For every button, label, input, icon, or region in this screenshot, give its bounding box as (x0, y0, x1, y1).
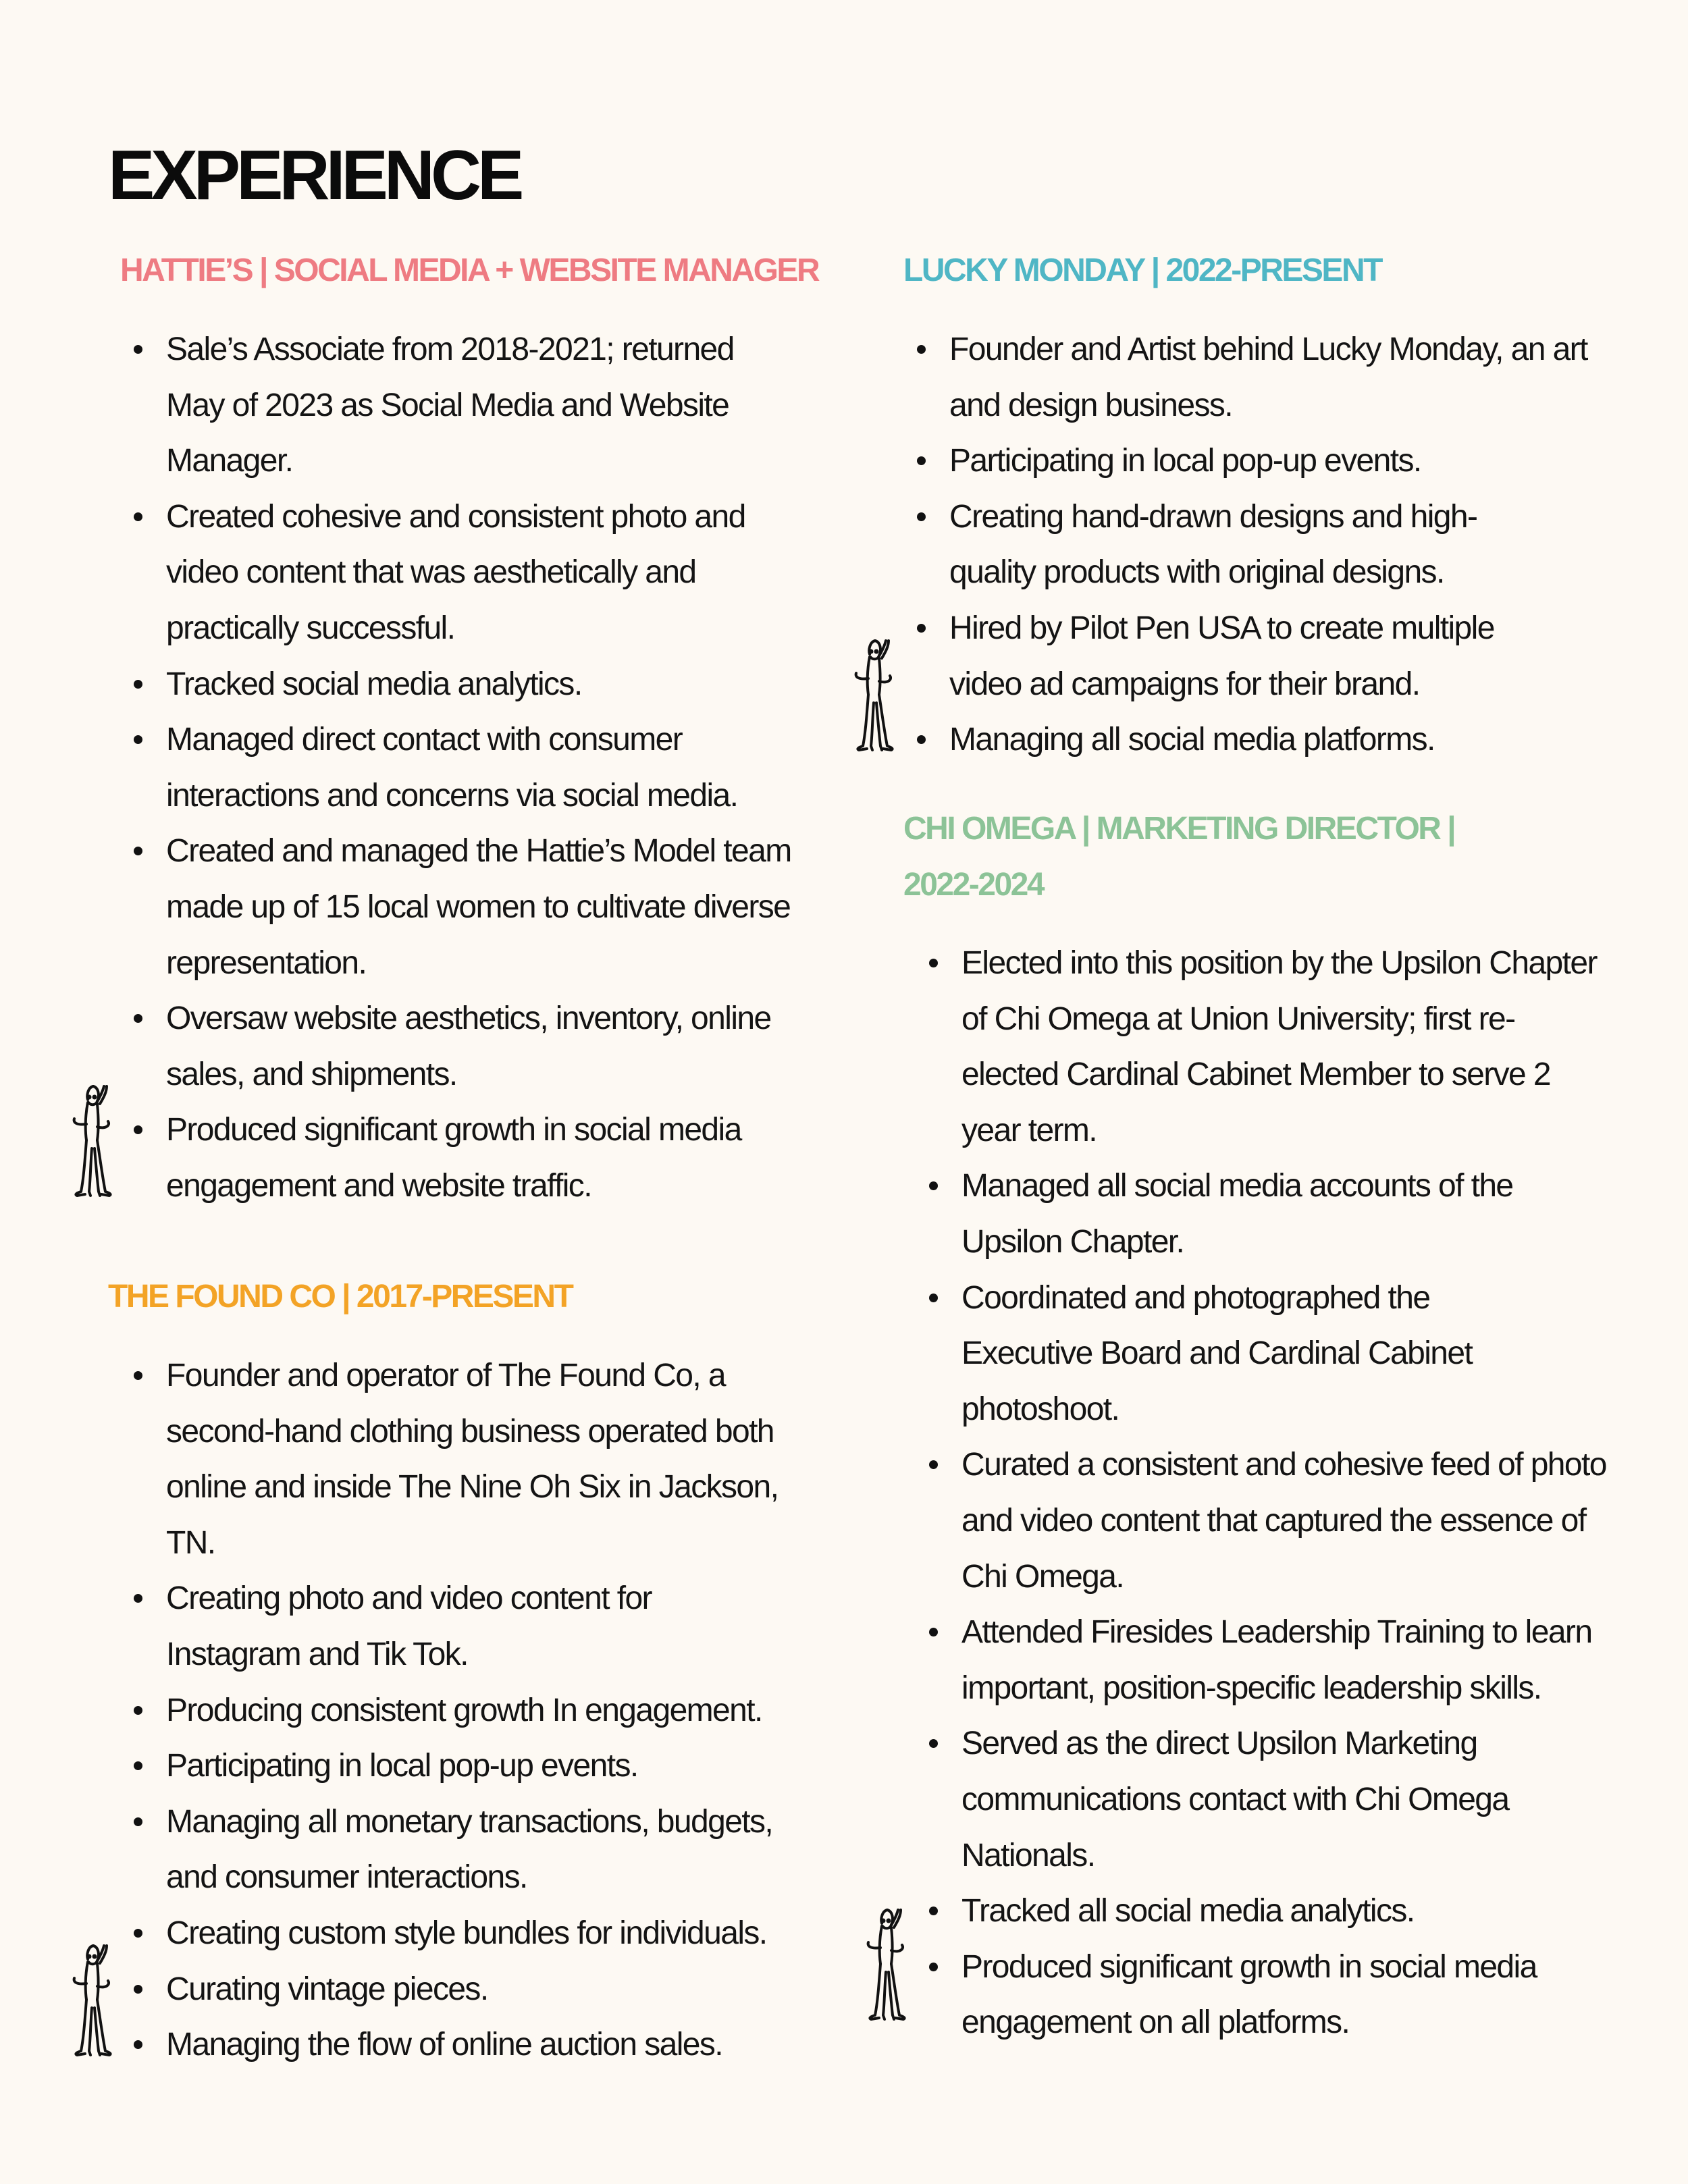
list-item: Participating in local pop-up events. (166, 1738, 841, 1794)
lucky-monday-bullet-list (949, 322, 1625, 768)
found-co-bullet-list (166, 1348, 841, 2073)
list-item: Tracked all social media analytics. (961, 1884, 1637, 1940)
list-item: Hired by Pilot Pen USA to create multiple video ad campaigns for their brand. (949, 601, 1557, 712)
list-item: Elected into this position by the Upsilon Chapter of Chi Omega at Union University; first re-elected Cardinal Cabinet Member to serve 2 year term. (961, 936, 1610, 1158)
list-item: Tracked social media analytics. (166, 657, 841, 713)
list-item: Managing all social media platforms. (949, 712, 1625, 768)
list-item: Served as the direct Upsilon Marketing communications contact with Chi Omega Nationals. (961, 1716, 1562, 1884)
list-item: Participating in local pop-up events. (949, 433, 1625, 489)
page-title: EXPERIENCE (108, 136, 521, 215)
list-item: Oversaw website aesthetics, inventory, online sales, and shipments. (166, 991, 824, 1102)
list-item: Created cohesive and consistent photo and video content that was aesthetically and practically successful. (166, 489, 814, 657)
list-item: Managed direct contact with consumer interactions and concerns via social media. (166, 712, 794, 824)
waving-figure-doodle-icon (68, 1943, 117, 2058)
list-item: Creating hand-drawn designs and high-quality products with original designs. (949, 489, 1544, 601)
waving-figure-doodle-icon (862, 1907, 912, 2022)
list-item: Coordinated and photographed the Executive Board and Cardinal Cabinet photoshoot. (961, 1271, 1502, 1438)
chi-omega-heading (903, 801, 1454, 913)
chi-omega-heading-line1: CHI OMEGA | MARKETING DIRECTOR | (903, 811, 1455, 847)
list-item: Managing all monetary transactions, budgets, and consumer interactions. (166, 1794, 814, 1906)
chi-omega-bullet-list (961, 936, 1637, 2051)
list-item: Creating custom style bundles for individuals. (166, 1906, 841, 1962)
list-item: Creating photo and video content for Instagram and Tik Tok. (166, 1571, 760, 1682)
list-item: Sale’s Associate from 2018-2021; returned May of 2023 as Social Media and Website Manager. (166, 322, 774, 489)
list-item: Curating vintage pieces. (166, 1962, 841, 2018)
list-item: Producing consistent growth In engagement. (166, 1683, 841, 1739)
lucky-monday-heading: LUCKY MONDAY | 2022-PRESENT (903, 252, 1381, 288)
list-item: Founder and operator of The Found Co, a second-hand clothing business operated both online and inside The Nine Oh Six in Jackson, TN. (166, 1348, 791, 1571)
waving-figure-doodle-icon (68, 1084, 117, 1198)
chi-omega-heading-line2: 2022-2024 (903, 866, 1044, 903)
list-item: Founder and Artist behind Lucky Monday, an art and design business. (949, 322, 1604, 433)
hatties-bullet-list (166, 322, 841, 1215)
list-item: Curated a consistent and cohesive feed of photo and video content that captured the essence of Chi Omega. (961, 1437, 1610, 1605)
list-item: Attended Firesides Leadership Training to learn important, position-specific leadership skills. (961, 1605, 1610, 1716)
list-item: Managed all social media accounts of the Upsilon Chapter. (961, 1158, 1603, 1270)
list-item: Created and managed the Hattie’s Model team made up of 15 local women to cultivate diverse representation. (166, 824, 814, 991)
list-item: Produced significant growth in social media engagement and website traffic. (166, 1102, 794, 1214)
found-co-heading: THE FOUND CO | 2017-PRESENT (108, 1279, 573, 1314)
list-item: Produced significant growth in social media engagement on all platforms. (961, 1940, 1610, 2051)
list-item: Managing the flow of online auction sales. (166, 2017, 841, 2073)
hatties-heading: HATTIE’S | SOCIAL MEDIA + WEBSITE MANAGER (120, 252, 819, 288)
waving-figure-doodle-icon (849, 638, 899, 753)
